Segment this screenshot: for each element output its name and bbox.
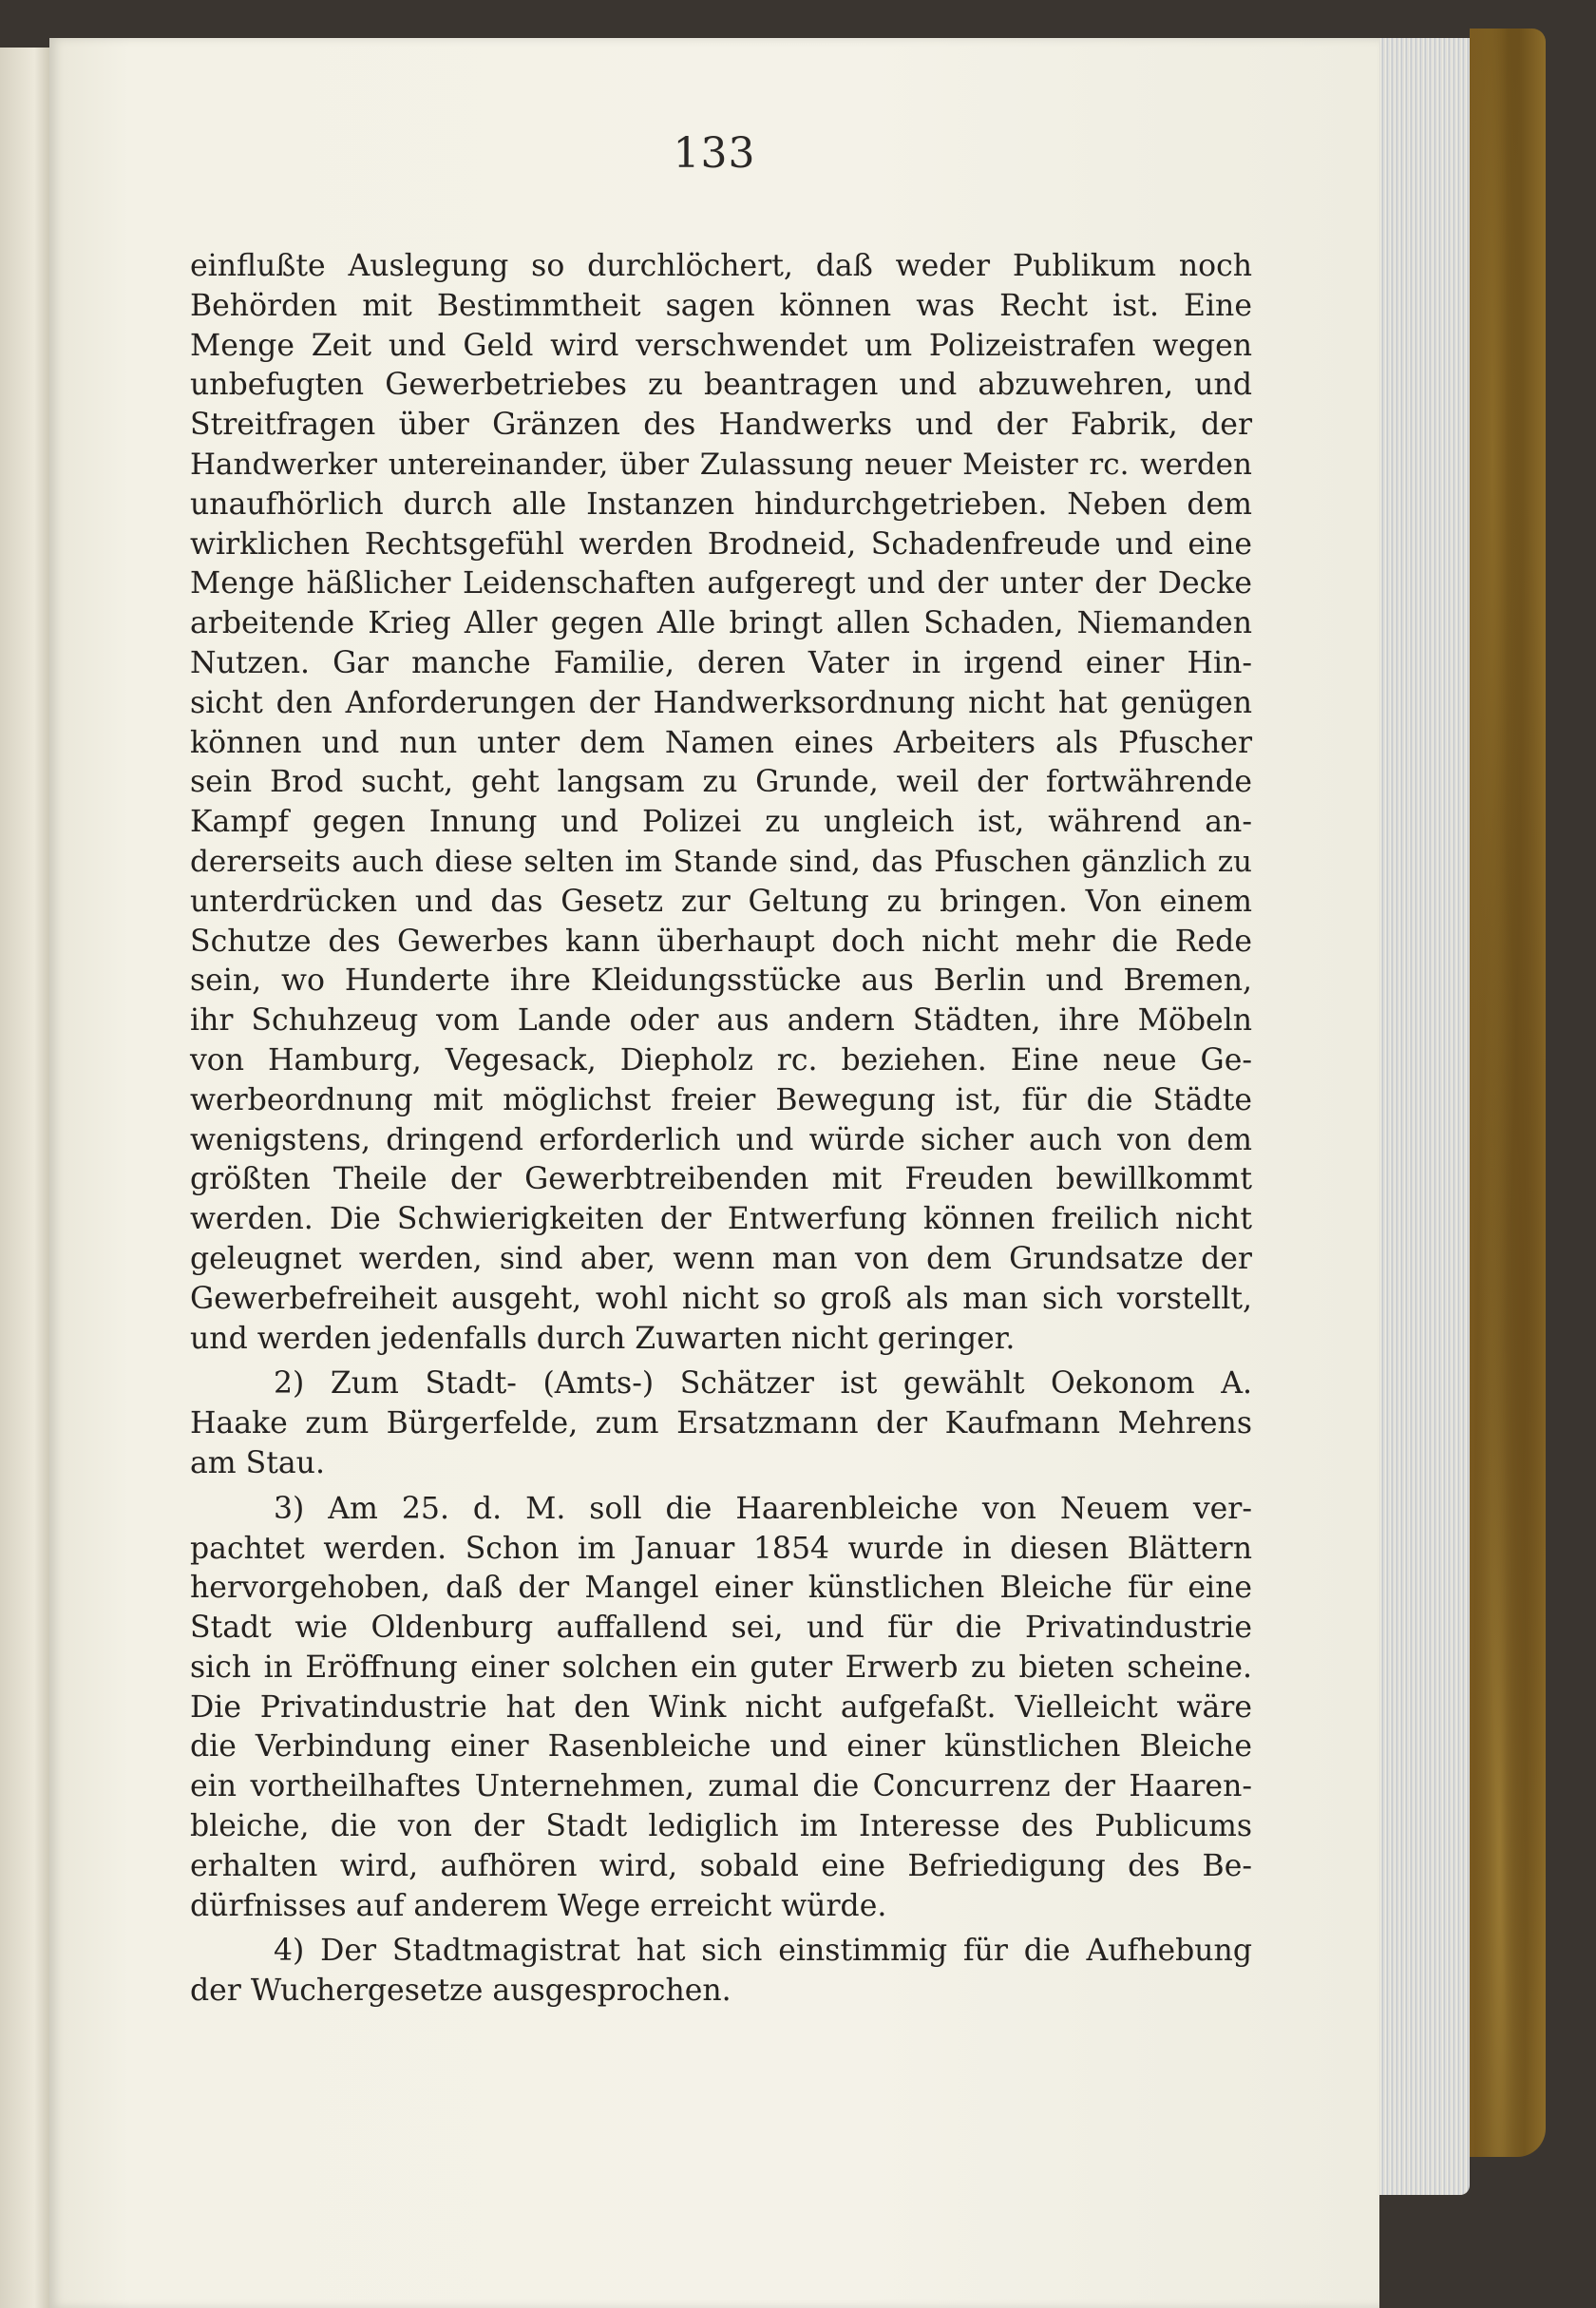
text-line: sicht den Anforderungen der Handwerksordnung nicht hat genügen bbox=[190, 685, 1252, 720]
text-line: 4) Der Stadtmagistrat hat sich einstimmig für die Aufhebung bbox=[274, 1934, 1252, 1969]
text-line: 3) Am 25. d. M. soll die Haarenbleiche von Neuem ver- bbox=[274, 1491, 1252, 1526]
text-line: 2) Zum Stadt- (Amts-) Schätzer ist gewählt Oekonom A. bbox=[274, 1366, 1252, 1402]
text-line: Handwerker untereinander, über Zulassung neuer Meister rc. werden bbox=[190, 447, 1252, 482]
text-line: Gewerbefreiheit ausgeht, wohl nicht so groß als man sich vorstellt, bbox=[190, 1281, 1252, 1316]
text-line: unterdrücken und das Gesetz zur Geltung zu bringen. Von einem bbox=[190, 884, 1252, 919]
paragraph bbox=[190, 247, 1252, 1359]
text-line: Streitfragen über Gränzen des Handwerks und der Fabrik, der bbox=[190, 408, 1252, 443]
text-line: Haake zum Bürgerfelde, zum Ersatzmann der Kaufmann Mehrens bbox=[190, 1406, 1252, 1441]
text-line: Kampf gegen Innung und Polizei zu ungleich ist, während an- bbox=[190, 805, 1252, 840]
paragraph bbox=[190, 1932, 1252, 2012]
text-line: Nutzen. Gar manche Familie, deren Vater in irgend einer Hin- bbox=[190, 645, 1252, 680]
text-line: erhalten wird, aufhören wird, sobald eine Befriedigung des Be- bbox=[190, 1848, 1252, 1883]
text-line: werden. Die Schwierigkeiten der Entwerfung können freilich nicht bbox=[190, 1202, 1252, 1237]
book-page bbox=[49, 38, 1379, 2308]
text-line: arbeitende Krieg Aller gegen Alle bringt allen Schaden, Niemanden bbox=[190, 606, 1252, 641]
text-line: wirklichen Rechtsgefühl werden Brodneid, Schadenfreude und eine bbox=[190, 526, 1252, 562]
text-line: pachtet werden. Schon im Januar 1854 wurde in diesen Blättern bbox=[190, 1531, 1252, 1566]
paragraph bbox=[190, 1490, 1252, 1927]
text-line: von Hamburg, Vegesack, Diepholz rc. beziehen. Eine neue Ge- bbox=[190, 1042, 1252, 1078]
text-line: Die Privatindustrie hat den Wink nicht aufgefaßt. Vielleicht wäre bbox=[190, 1689, 1252, 1725]
page-text bbox=[190, 247, 1252, 2012]
text-line: ein vortheilhaftes Unternehmen, zumal die Concurrenz der Haaren- bbox=[190, 1769, 1252, 1804]
text-line: wenigstens, dringend erforderlich und würde sicher auch von dem bbox=[190, 1122, 1252, 1157]
text-line: hervorgehoben, daß der Mangel einer künstlichen Bleiche für eine bbox=[190, 1571, 1252, 1606]
text-line: einflußte Auslegung so durchlöchert, daß weder Publikum noch bbox=[190, 249, 1252, 283]
text-line: sein, wo Hunderte ihre Kleidungsstücke aus Berlin und Bremen, bbox=[190, 963, 1252, 999]
text-line: und werden jedenfalls durch Zuwarten nicht geringer. bbox=[190, 1321, 1016, 1356]
text-line: Behörden mit Bestimmtheit sagen können was Recht ist. Eine bbox=[190, 288, 1252, 323]
paragraph bbox=[190, 1364, 1252, 1483]
text-line: bleiche, die von der Stadt lediglich im Interesse des Publicums bbox=[190, 1809, 1252, 1844]
text-line: Schutze des Gewerbes kann überhaupt doch nicht mehr die Rede bbox=[190, 924, 1252, 959]
page-edges bbox=[1379, 38, 1470, 2195]
text-line: Stadt wie Oldenburg auffallend sei, und für die Privatindustrie bbox=[190, 1611, 1252, 1646]
text-line: Menge häßlicher Leidenschaften aufgeregt und der unter der Decke bbox=[190, 566, 1252, 601]
page-number: 133 bbox=[673, 129, 756, 178]
text-line: am Stau. bbox=[190, 1445, 325, 1480]
text-line: größten Theile der Gewerbtreibenden mit Freuden bewillkommt bbox=[190, 1162, 1252, 1197]
text-line: sich in Eröffnung einer solchen ein guter Erwerb zu bieten scheine. bbox=[190, 1650, 1252, 1685]
text-line: geleugnet werden, sind aber, wenn man von dem Grundsatze der bbox=[190, 1241, 1252, 1276]
text-line: der Wuchergesetze ausgesprochen. bbox=[190, 1974, 732, 2009]
book-cover bbox=[1470, 29, 1546, 2157]
left-page-edge bbox=[0, 48, 49, 2308]
text-line: sein Brod sucht, geht langsam zu Grunde, weil der fortwährende bbox=[190, 765, 1252, 800]
text-line: unbefugten Gewerbetriebes zu beantragen und abzuwehren, und bbox=[190, 368, 1252, 403]
text-line: Menge Zeit und Geld wird verschwendet um Polizeistrafen wegen bbox=[190, 328, 1252, 363]
text-line: unaufhörlich durch alle Instanzen hindurchgetrieben. Neben dem bbox=[190, 486, 1252, 522]
text-line: dererseits auch diese selten im Stande sind, das Pfuschen gänzlich zu bbox=[190, 844, 1252, 879]
text-line: ihr Schuhzeug vom Lande oder aus andern Städten, ihre Möbeln bbox=[190, 1003, 1252, 1039]
text-line: können und nun unter dem Namen eines Arbeiters als Pfuscher bbox=[190, 725, 1252, 760]
text-line: dürfnisses auf anderem Wege erreicht würde. bbox=[190, 1888, 887, 1923]
text-line: werbeordnung mit möglichst freier Bewegung ist, für die Städte bbox=[190, 1082, 1252, 1117]
text-line: die Verbindung einer Rasenbleiche und einer künstlichen Bleiche bbox=[190, 1729, 1252, 1764]
